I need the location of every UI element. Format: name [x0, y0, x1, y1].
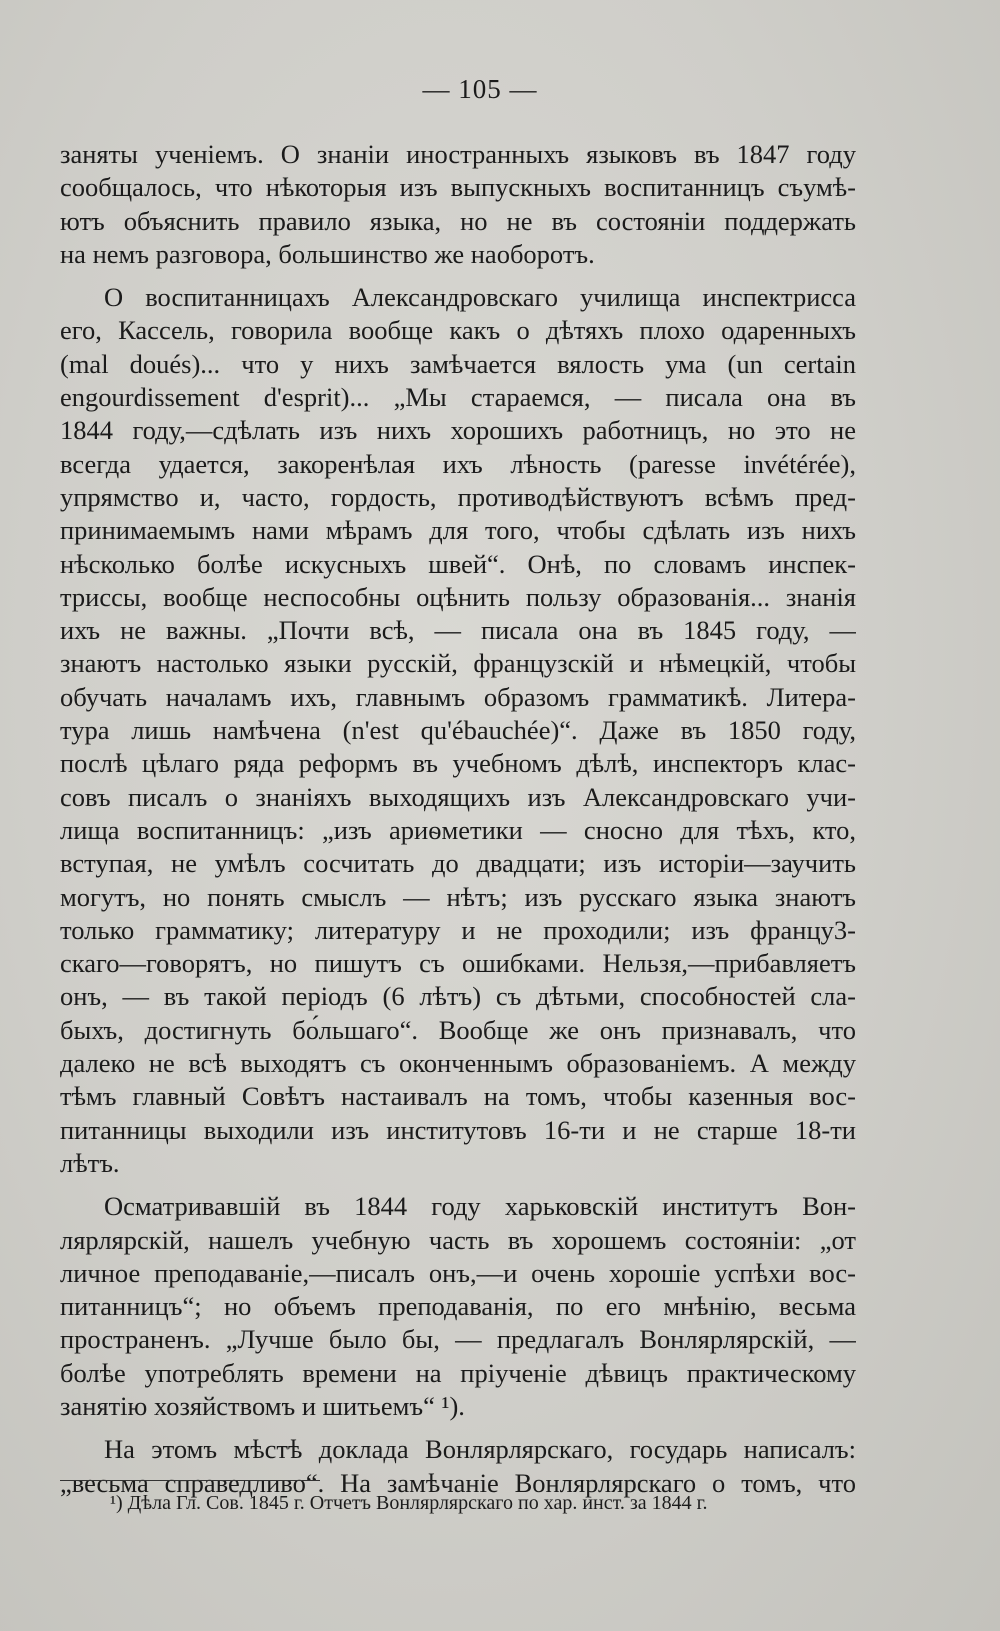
text-line: упрямство и, часто, гордость, противодѣйствуютъ всѣмъ пред-	[60, 481, 856, 512]
text-line: послѣ цѣлаго ряда реформъ въ учебномъ дѣлѣ, инспекторъ клас-	[60, 748, 856, 779]
text-line: вступая, не умѣлъ сосчитать до двадцати; изъ исторіи—заучить	[60, 848, 856, 879]
text-line: Осматривавшій въ 1844 году харьковскій институтъ Вон-	[104, 1191, 856, 1222]
text-line: нѣсколько болѣе искусныхъ швей“. Онѣ, по словамъ инспек-	[60, 548, 856, 579]
text-line: совъ писалъ о знаніяхъ выходящихъ изъ Александровскаго учи-	[60, 781, 856, 812]
text-line: тѣмъ главный Совѣтъ настаивалъ на томъ, чтобы казенныя вос-	[60, 1081, 856, 1112]
text-line: лища воспитанницъ: „изъ ариѳметики — сносно для тѣхъ, кто,	[60, 814, 856, 845]
paragraph-gap	[60, 271, 856, 281]
body-text	[60, 138, 856, 1500]
text-line: engourdissement d'esprit)... „Мы стараемся, — писала она въ	[60, 382, 856, 413]
text-line: болѣе употреблять времени на пріученіе дѣвицъ практическому	[60, 1357, 856, 1388]
text-line: знаютъ настолько языки русскій, французскій и нѣмецкій, чтобы	[60, 648, 856, 679]
text-line: далеко не всѣ выходятъ съ оконченнымъ образованіемъ. А между	[60, 1048, 856, 1079]
text-line: всегда удается, закоренѣлая ихъ лѣность (paresse invétérée),	[60, 448, 856, 479]
text-line: онъ, — въ такой періодъ (6 лѣтъ) съ дѣтьми, способностей сла-	[60, 981, 856, 1012]
text-line: могутъ, но понять смыслъ — нѣтъ; изъ русскаго языка знаютъ	[60, 881, 856, 912]
text-line: обучать началамъ ихъ, главнымъ образомъ грамматикѣ. Литера-	[60, 681, 856, 712]
footnote: ¹) Дѣла Гл. Сов. 1845 г. Отчетъ Вонлярлярскаго по хар. инст. за 1844 г.	[110, 1492, 708, 1514]
text-line: личное преподаваніе,—писалъ онъ,—и очень хорошіе успѣхи вос-	[60, 1257, 856, 1288]
text-line: быхъ, достигнуть бо́льшаго“. Вообще же онъ признавалъ, что	[60, 1014, 856, 1045]
text-line: питанницъ“; но объемъ преподаванія, по его мнѣнію, весьма	[60, 1291, 856, 1322]
text-line: ютъ объяснить правило языка, но не въ состояніи поддержать	[60, 205, 856, 236]
text-line: тура лишь намѣчена (n'est qu'ébauchée)“. Даже въ 1850 году,	[60, 715, 856, 746]
text-line: (mal doués)... что у нихъ замѣчается вялость ума (un certain	[60, 348, 856, 379]
page-number: — 105 —	[422, 74, 538, 104]
text-line: 1844 году,—сдѣлать изъ нихъ хорошихъ работницъ, но это не	[60, 415, 856, 446]
text-line: заняты ученіемъ. О знаніи иностранныхъ языковъ въ 1847 году	[60, 139, 856, 169]
text-line: на немъ разговора, большинство же наоборотъ.	[60, 238, 595, 269]
paragraph-gap	[60, 1423, 856, 1433]
text-line: лярлярскій, нашелъ учебную часть въ хорошемъ состояніи: „от	[60, 1224, 856, 1255]
text-line: пространенъ. „Лучше было бы, — предлагалъ Вонлярлярскій, —	[60, 1324, 856, 1355]
text-line: лѣтъ.	[60, 1147, 120, 1178]
text-line: принимаемымъ нами мѣрамъ для того, чтобы сдѣлать изъ нихъ	[60, 515, 856, 546]
text-line: питанницы выходили изъ институтовъ 16-ти и не старше 18-ти	[60, 1114, 856, 1145]
text-line: На этомъ мѣстѣ доклада Вонлярлярскаго, государь написалъ:	[104, 1434, 856, 1465]
text-line: скаго—говорятъ, но пишутъ съ ошибками. Нельзя,—прибавляетъ	[60, 948, 856, 979]
text-line: О воспитанницахъ Александровскаго училища инспектрисса	[104, 282, 856, 313]
text-line: только грамматику; литературу и не проходили; изъ францу3-	[60, 914, 856, 945]
text-line: ихъ не важны. „Почти всѣ, — писала она въ 1845 году, —	[60, 615, 856, 646]
text-line: сообщалось, что нѣкоторыя изъ выпускныхъ воспитанницъ съумѣ-	[60, 172, 856, 203]
text-line: триссы, вообще неспособны оцѣнить пользу образованія... знанія	[60, 581, 856, 612]
paragraph-gap	[60, 1180, 856, 1190]
text-line: его, Кассель, говорила вообще какъ о дѣтяхъ плохо одаренныхъ	[60, 315, 856, 346]
text-line: занятію хозяйствомъ и шитьемъ“ ¹).	[60, 1390, 465, 1421]
text-line: „весьма справедливо“. На замѣчаніе Вонлярлярскаго о томъ, что	[60, 1467, 856, 1498]
footnote-rule	[60, 1480, 320, 1481]
